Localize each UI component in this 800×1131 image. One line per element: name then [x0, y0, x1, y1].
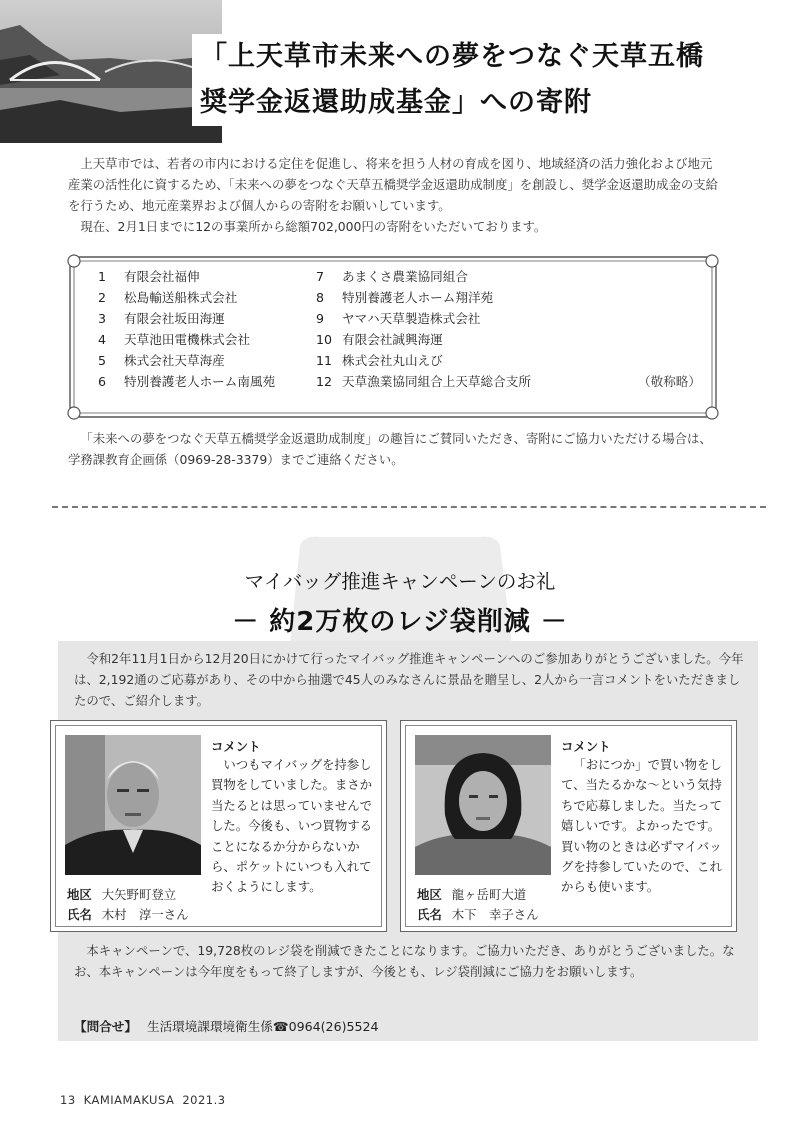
winner-photo — [65, 735, 201, 875]
intro-paragraph-2: 現在、2月1日までに12の事業所から総額702,000円の寄附をいただいております。 — [80, 219, 547, 234]
donor-number: 6 — [98, 374, 107, 389]
contact-value: 生活環境課環境衛生係☎0964(26)5524 — [146, 1019, 379, 1034]
donor-item — [316, 371, 616, 392]
donor-item — [316, 308, 616, 329]
donor-name: ヤマハ天草製造株式会社 — [342, 311, 481, 326]
donor-name: 天草池田電機株式会社 — [124, 332, 250, 347]
bridge-photo — [0, 0, 222, 143]
honorific-note: （敬称略） — [638, 374, 701, 389]
title-line-1: 「上天草市未来への夢をつなぐ天草五橋 — [200, 41, 704, 72]
comment-text: いつもマイバッグを持参し買物をしていました。まさか当たるとは思っていませんでした。今後も、いつ買物することになるか分からないから、ポケットにいつも入れておくようにします。 — [211, 757, 373, 895]
campaign-outro — [74, 940, 748, 982]
winner-area — [67, 885, 176, 905]
page-number: 13 — [60, 1093, 76, 1107]
donation-outro-text: 「未来への夢をつなぐ天草五橋奨学金返還助成制度」の趣旨にご賛同いただき、寄附にご協力いただける場合は、学務課教育企画係（0969-28-3379）までご連絡ください。 — [68, 431, 712, 467]
campaign-intro — [74, 648, 748, 711]
donor-name: 天草漁業協同組合上天草総合支所 — [342, 374, 531, 389]
article-title — [192, 34, 790, 126]
donor-item — [98, 329, 308, 350]
donor-name: あまくさ農業協同組合 — [342, 269, 468, 284]
donor-name: 特別養護老人ホーム翔洋苑 — [342, 290, 494, 305]
contact-info — [74, 1016, 379, 1035]
donor-name: 有限会社福伸 — [124, 269, 200, 284]
magazine-name: KAMIAMAKUSA — [83, 1093, 175, 1107]
donor-item — [98, 287, 308, 308]
winner-name — [417, 905, 539, 925]
donor-item — [98, 350, 308, 371]
donor-item — [316, 350, 616, 371]
issue-date: 2021.3 — [182, 1093, 226, 1107]
area-label: 地区 — [417, 887, 442, 902]
donor-name: 有限会社誠興海運 — [342, 332, 443, 347]
name-label: 氏名 — [417, 907, 442, 922]
donor-number: 10 — [316, 332, 333, 347]
winner-area — [417, 885, 526, 905]
comment-label: コメント — [211, 739, 261, 754]
area-value: 龍ヶ岳町大道 — [451, 887, 527, 902]
campaign-outro-text: 本キャンペーンで、19,728枚のレジ袋を削減できたことになります。ご協力いただき、ありがとうございました。なお、本キャンペーンは今年度をもって終了しますが、今後とも、レジ袋削減にご協力をお願いします。 — [74, 943, 735, 979]
donor-name: 松島輸送船株式会社 — [124, 290, 238, 305]
donor-item — [316, 266, 616, 287]
area-label: 地区 — [67, 887, 92, 902]
donor-column-2 — [316, 266, 616, 392]
comment-card — [50, 720, 387, 932]
intro-text — [68, 153, 724, 237]
donor-number: 8 — [316, 290, 325, 305]
donor-item — [98, 266, 308, 287]
name-value: 木村 淳一さん — [101, 907, 189, 922]
donor-name: 株式会社天草海産 — [124, 353, 225, 368]
donor-item — [316, 287, 616, 308]
donor-number: 12 — [316, 374, 333, 389]
campaign-intro-text: 令和2年11月1日から12月20日にかけて行ったマイバッグ推進キャンペーンへのご参加ありがとうございました。今年は、2,192通のご応募があり、その中から抽選で45人のみなさんに景品を贈呈し、2人から一言コメントをいただきましたので、ご紹介します。 — [74, 651, 744, 708]
intro-paragraph-1: 上天草市では、若者の市内における定住を促進し、将来を担う人材の育成を図り、地域経済の活力強化および地元産業の活性化に資するため、「未来への夢をつなぐ天草五橋奨学金返還助成制度」を創設し、奨学金返還助成金の支給を行うため、地元産業界および個人からの寄附をお願いしています。 — [68, 156, 719, 213]
donor-number: 5 — [98, 353, 107, 368]
donor-number: 2 — [98, 290, 107, 305]
donor-name: 有限会社坂田海運 — [124, 311, 225, 326]
page-footer — [60, 1093, 234, 1107]
section-divider — [52, 506, 766, 508]
comment-text: 「おにつか」で買い物をして、当たるかな～という気持ちで応募しました。当たって嬉しいです。よかったです。買い物のときは必ずマイバッグを持参していたので、これからも使います。 — [561, 757, 722, 895]
name-value: 木下 幸子さん — [451, 907, 539, 922]
comment-label: コメント — [561, 739, 611, 754]
comment-card — [400, 720, 737, 932]
donor-item — [98, 371, 308, 392]
donor-number: 3 — [98, 311, 107, 326]
donor-number: 1 — [98, 269, 107, 284]
donation-outro — [68, 428, 724, 470]
donor-number: 7 — [316, 269, 325, 284]
donor-name: 特別養護老人ホーム南風苑 — [124, 374, 276, 389]
area-value: 大矢野町登立 — [101, 887, 177, 902]
winner-photo — [415, 735, 551, 875]
donor-name: 株式会社丸山えび — [342, 353, 443, 368]
donor-item — [316, 329, 616, 350]
campaign-subtitle: マイバッグ推進キャンペーンのお礼 — [244, 570, 556, 593]
donor-number: 9 — [316, 311, 325, 326]
donor-item — [98, 308, 308, 329]
donor-number: 4 — [98, 332, 107, 347]
winner-name — [67, 905, 189, 925]
donor-number: 11 — [316, 353, 333, 368]
title-line-2: 奨学金返還助成基金」への寄附 — [200, 87, 592, 118]
contact-label: 【問合せ】 — [74, 1019, 137, 1034]
campaign-title: － 約2万枚のレジ袋削減 － — [232, 607, 568, 637]
name-label: 氏名 — [67, 907, 92, 922]
donor-column-1 — [98, 266, 308, 392]
